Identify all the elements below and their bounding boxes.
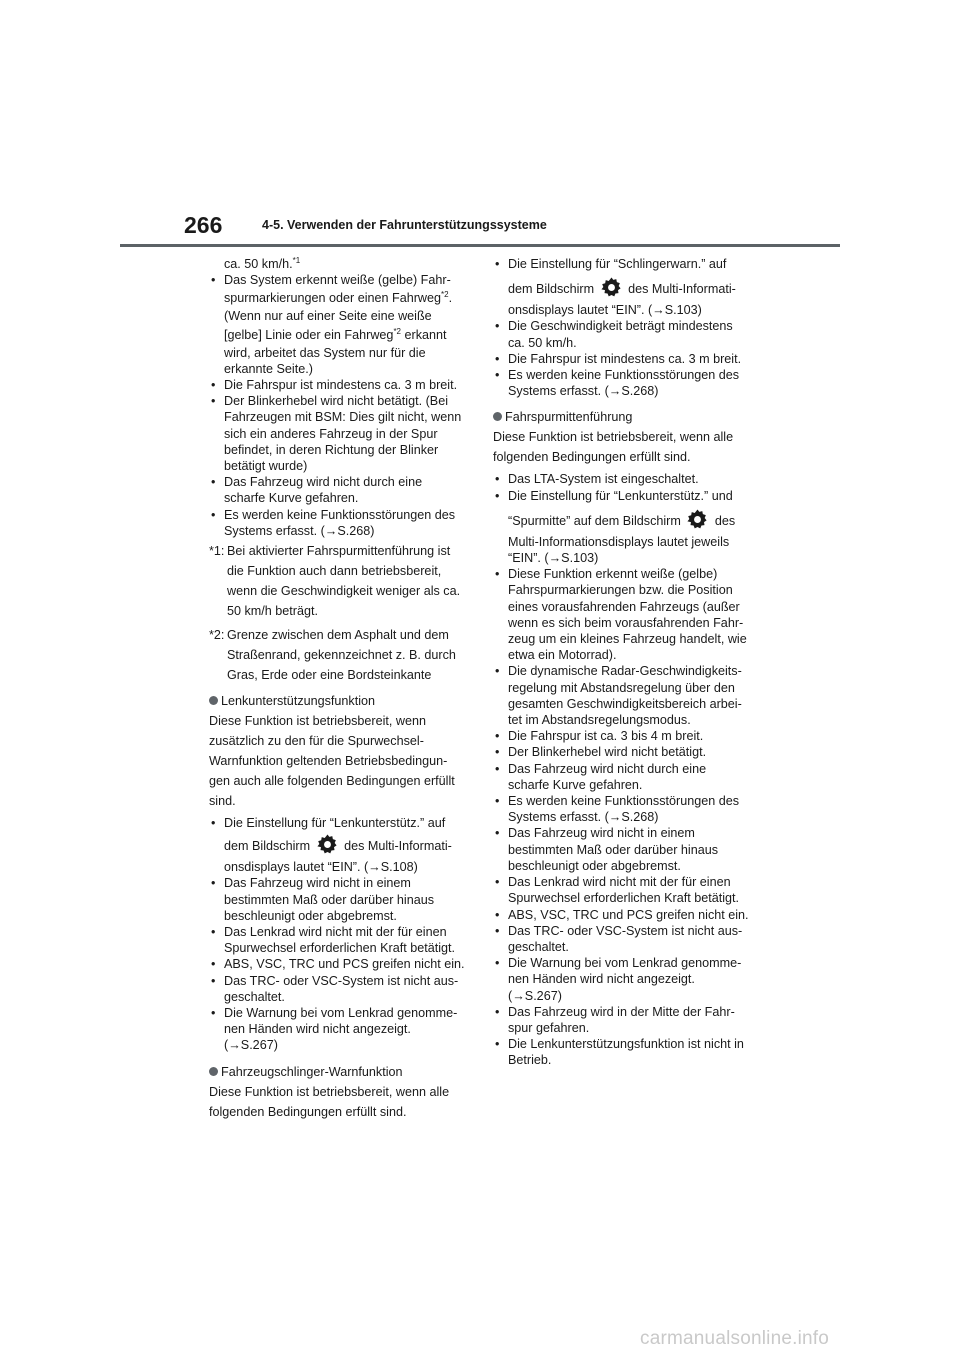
gear-icon xyxy=(316,833,339,856)
right-column xyxy=(493,256,755,1069)
section-title: 4-5. Verwenden der Fahrunterstützungssysteme xyxy=(262,218,547,232)
page-header xyxy=(0,0,960,250)
list-item: • Es werden keine Funktionsstörungen des Systems erfasst. (→S.268) xyxy=(209,507,471,539)
footnote-2: *2: Grenze zwischen dem Asphalt und dem Straßenrand, gekennzeichnet z. B. durch Gras, Erde oder eine Bordsteinkante xyxy=(209,628,456,683)
heading-schlinger-warnfunktion: Fahrzeugschlinger-Warnfunktion xyxy=(209,1064,471,1080)
list-item: • Das LTA-System ist eingeschaltet. xyxy=(493,471,755,487)
list-item: • Das Fahrzeug wird in der Mitte der Fahr- spur gefahren. xyxy=(493,1004,755,1036)
paragraph: Diese Funktion ist betriebsbereit, wenn alle folgenden Bedingungen erfüllt sind. xyxy=(209,1084,450,1119)
watermark: carmanualsonline.info xyxy=(640,1328,830,1349)
list-item: • Die dynamische Radar-Geschwindigkeits- regelung mit Abstandsregelung über den gesamten Geschwindigkeitsbereich arbei- tet im Abstandsregelungsmodus. xyxy=(493,663,755,728)
list-item: • Das Fahrzeug wird nicht in einem bestimmten Maß oder darüber hinaus beschleunigt oder abgebremst. xyxy=(493,825,755,874)
list-item: • Das System erkennt weiße (gelbe) Fahr- spurmarkierungen oder einen Fahrweg$^{*2}$. (Wenn nur auf einer Seite eine weiße [gelbe] Linie oder ein Fahrweg$^{*2}$ erkannt wird, arbeitet das System nur für die erkannte Seite.) xyxy=(209,272,471,377)
list-item: • Die Fahrspur ist mindestens ca. 3 m breit. xyxy=(209,377,471,393)
page-number: 266 xyxy=(184,212,223,238)
list-item: • Die Einstellung für “Lenkunterstütz.” und “Spurmitte” auf dem Bildschirm des Multi-Informationsdisplays lautet jeweils “EIN”. (→S.103) xyxy=(493,488,755,567)
list-item: • Die Einstellung für “Lenkunterstütz.” auf dem Bildschirm des Multi-Informati- onsdisplays lautet “EIN”. (→S.108) xyxy=(209,815,471,875)
list-item: • Das Fahrzeug wird nicht durch eine scharfe Kurve gefahren. xyxy=(493,761,755,793)
list-item: • Das Fahrzeug wird nicht in einem bestimmten Maß oder darüber hinaus beschleunigt oder abgebremst. xyxy=(209,875,471,924)
bullet-dot-icon xyxy=(493,412,502,421)
list-item: • ABS, VSC, TRC und PCS greifen nicht ein. xyxy=(493,907,755,923)
list-item: • Der Blinkerhebel wird nicht betätigt. xyxy=(493,744,755,760)
gear-icon xyxy=(600,276,623,299)
bullet-dot-icon xyxy=(209,696,218,705)
paragraph: Diese Funktion ist betriebsbereit, wenn alle folgenden Bedingungen erfüllt sind. xyxy=(493,430,734,465)
list-item: • Es werden keine Funktionsstörungen des Systems erfasst. (→S.268) xyxy=(493,367,755,399)
list-item: • Das Lenkrad wird nicht mit der für einen Spurwechsel erforderlichen Kraft betätigt. xyxy=(209,924,471,956)
footnote-1: *1: Bei aktivierter Fahrspurmittenführung ist die Funktion auch dann betriebsbereit, wenn die Geschwindigkeit weniger als ca. 50 km/h beträgt. xyxy=(209,544,461,619)
list-item: • Das Lenkrad wird nicht mit der für einen Spurwechsel erforderlichen Kraft betätigt. xyxy=(493,874,755,906)
list-item: • Die Fahrspur ist ca. 3 bis 4 m breit. xyxy=(493,728,755,744)
gear-icon xyxy=(686,508,709,531)
list-item: • Das Fahrzeug wird nicht durch eine scharfe Kurve gefahren. xyxy=(209,474,471,506)
list-item: • Diese Funktion erkennt weiße (gelbe) Fahrspurmarkierungen bzw. die Position eines vorausfahrenden Fahrzeugs (außer wenn es sich beim vorausfahrenden Fahr- zeug um ein kleines Fahrzeug handelt, wie etwa ein Motorrad). xyxy=(493,566,755,663)
list-item: • ABS, VSC, TRC und PCS greifen nicht ein. xyxy=(209,956,471,972)
header-rule xyxy=(120,244,840,247)
list-item: • Das TRC- oder VSC-System ist nicht aus- geschaltet. xyxy=(493,923,755,955)
list-item: • Die Geschwindigkeit beträgt mindestens ca. 50 km/h. xyxy=(493,318,755,350)
list-item: • Es werden keine Funktionsstörungen des Systems erfasst. (→S.268) xyxy=(493,793,755,825)
list-item: • Der Blinkerhebel wird nicht betätigt. (Bei Fahrzeugen mit BSM: Dies gilt nicht, wenn sich ein anderes Fahrzeug in der Spur befindet, in deren Richtung der Blinker betätigt wurde) xyxy=(209,393,471,474)
list-item: • Die Fahrspur ist mindestens ca. 3 m breit. xyxy=(493,351,755,367)
left-column xyxy=(209,256,471,1122)
intro-line: ca. 50 km/h.$^{*1}$ xyxy=(224,255,301,271)
list-item: • Die Lenkunterstützungsfunktion ist nicht in Betrieb. xyxy=(493,1036,755,1068)
list-item: • Die Warnung bei vom Lenkrad genomme- nen Händen wird nicht angezeigt. (→S.267) xyxy=(209,1005,471,1054)
paragraph: Diese Funktion ist betriebsbereit, wenn zusätzlich zu den für die Spurwechsel- Warnfunktion geltenden Betriebsbedingun- gen auch alle folgenden Bedingungen erfüllt sind. xyxy=(209,714,455,809)
list-item: • Das TRC- oder VSC-System ist nicht aus- geschaltet. xyxy=(209,973,471,1005)
list-item: • Die Einstellung für “Schlingerwarn.” auf dem Bildschirm des Multi-Informati- onsdisplays lautet “EIN”. (→S.103) xyxy=(493,256,755,318)
heading-fahrspurmittenfuehrung: Fahrspurmittenführung xyxy=(493,409,755,425)
heading-lenkunterstuetzung: Lenkunterstützungsfunktion xyxy=(209,693,471,709)
list-item: • Die Warnung bei vom Lenkrad genomme- nen Händen wird nicht angezeigt. (→S.267) xyxy=(493,955,755,1004)
bullet-dot-icon xyxy=(209,1067,218,1076)
